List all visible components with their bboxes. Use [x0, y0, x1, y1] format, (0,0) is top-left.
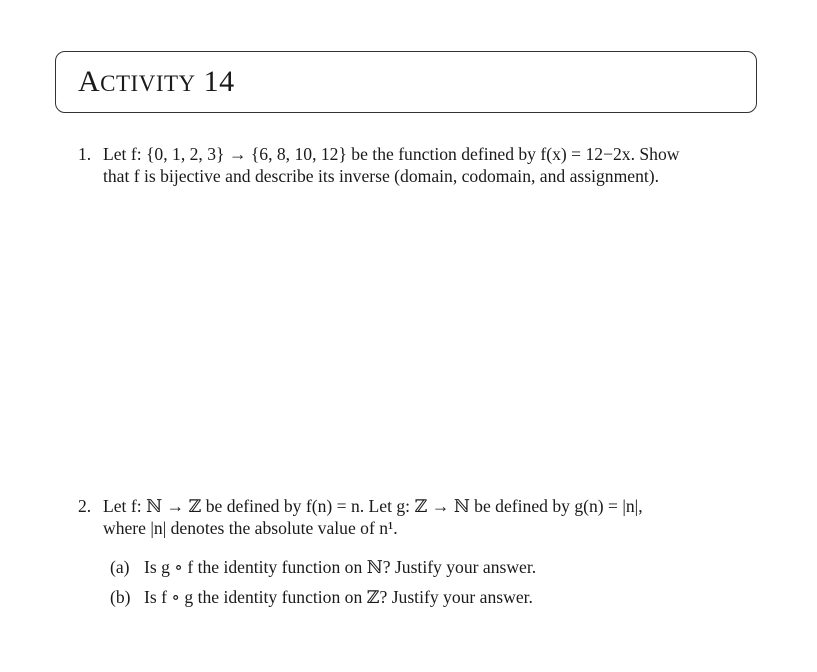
subpart-label: (a)	[110, 557, 130, 577]
problem-line: where |n| denotes the absolute value of n¹.	[103, 518, 398, 538]
subpart-b	[110, 586, 533, 608]
subpart-text: Is g ∘ f the identity function on ℕ? Justify your answer.	[144, 557, 537, 577]
activity-title	[78, 65, 235, 99]
problem-number: 1.	[78, 144, 92, 164]
problem-line: Let f: {0, 1, 2, 3} → {6, 8, 10, 12} be the function defined by f(x) = 12−2x. Show	[103, 144, 680, 164]
subpart-label: (b)	[110, 587, 131, 607]
problem-1	[78, 143, 763, 187]
title-rest: CTIVITY	[100, 71, 196, 96]
problem-line: Let f: ℕ → ℤ be defined by f(n) = n. Let g: ℤ → ℕ be defined by g(n) = |n|,	[103, 496, 643, 516]
activity-number: 14	[203, 65, 235, 98]
problem-2	[78, 495, 763, 539]
problem-line: that f is bijective and describe its inverse (domain, codomain, and assignment).	[103, 166, 660, 186]
activity-header-box	[55, 51, 757, 113]
title-initial: A	[78, 65, 101, 98]
subpart-text: Is f ∘ g the identity function on ℤ? Justify your answer.	[144, 587, 533, 607]
problem-number: 2.	[78, 496, 92, 516]
subpart-a	[110, 556, 536, 578]
